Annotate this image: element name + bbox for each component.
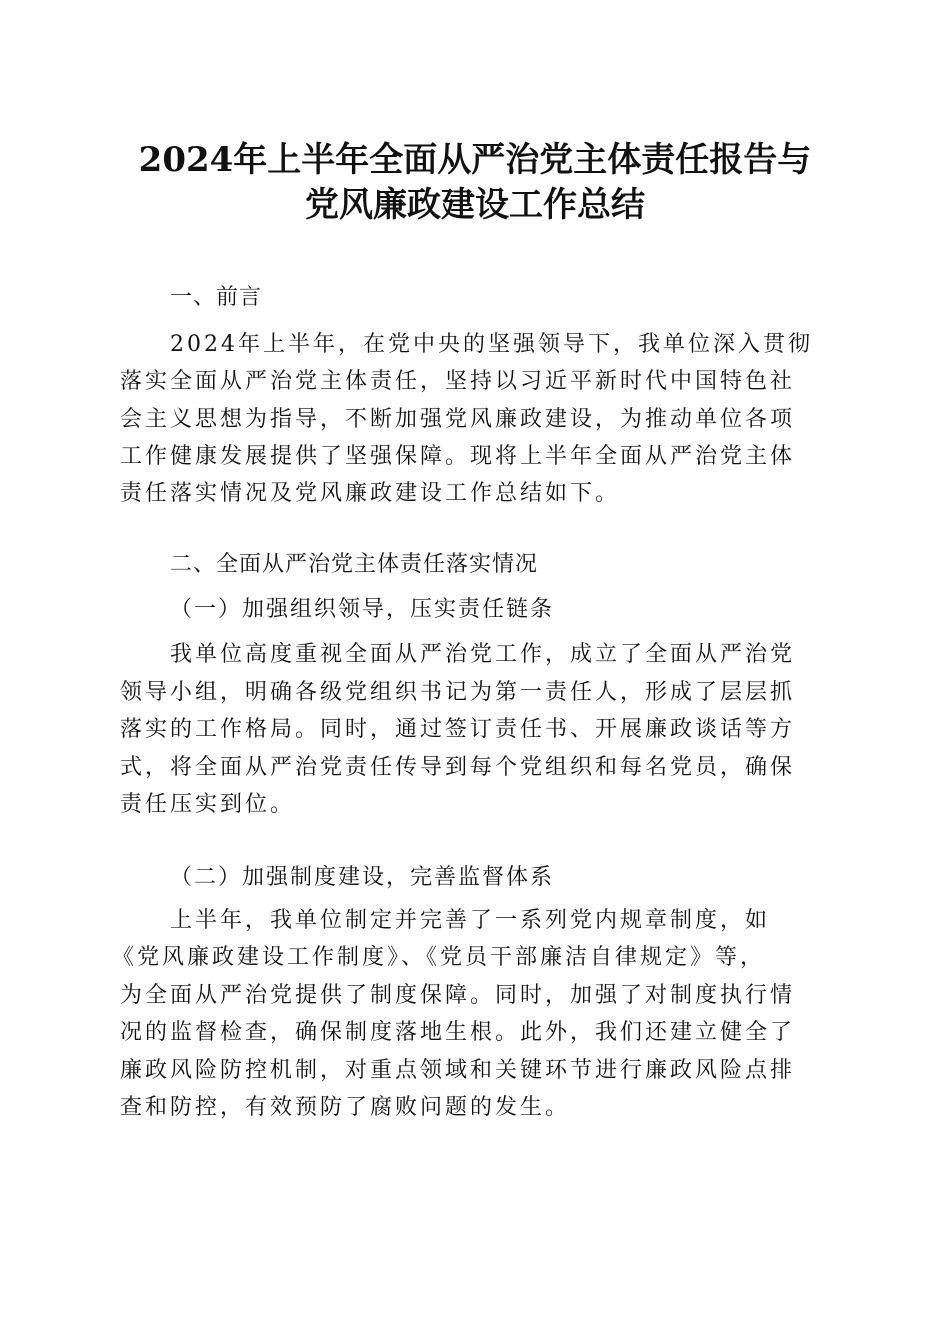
paragraph-line: 工作健康发展提供了坚强保障。现将上半年全面从严治党主体 <box>120 444 796 469</box>
paragraph-line: 廉政风险防控机制，对重点领域和关键环节进行廉政风险点排 <box>120 1058 796 1083</box>
subsection-heading: （一）加强组织领导，压实责任链条 <box>170 597 555 622</box>
paragraph-line: 查和防控，有效预防了腐败问题的发生。 <box>120 1095 571 1120</box>
paragraph-line: 落实全面从严治党主体责任，坚持以习近平新时代中国特色社 <box>120 369 796 394</box>
subsection-heading: （二）加强制度建设，完善监督体系 <box>170 865 555 890</box>
section-heading: 一、前言 <box>170 285 263 310</box>
paragraph-line: 2024年上半年，在党中央的坚强领导下，我单位深入贯彻 <box>170 332 813 357</box>
paragraph-line: 责任压实到位。 <box>120 792 296 817</box>
paragraph-line: 落实的工作格局。同时，通过签订责任书、开展廉政谈话等方 <box>120 717 796 742</box>
document-title-line-1: 2024年上半年全面从严治党主体责任报告与 <box>138 140 812 180</box>
paragraph-line: 领导小组，明确各级党组织书记为第一责任人，形成了层层抓 <box>120 680 796 705</box>
paragraph-line: 式，将全面从严治党责任传导到每个党组织和每名党员，确保 <box>120 755 796 780</box>
paragraph-line: 我单位高度重视全面从严治党工作，成立了全面从严治党 <box>170 642 796 667</box>
paragraph-line: 责任落实情况及党风廉政建设工作总结如下。 <box>120 481 621 506</box>
paragraph-line: 况的监督检查，确保制度落地生根。此外，我们还建立健全了 <box>120 1020 796 1045</box>
document-title-line-2: 党风廉政建设工作总结 <box>305 185 645 225</box>
paragraph-line: 会主义思想为指导，不断加强党风廉政建设，为推动单位各项 <box>120 407 796 432</box>
paragraph-line: 上半年，我单位制定并完善了一系列党内规章制度，如 <box>170 908 771 933</box>
section-heading: 二、全面从严治党主体责任落实情况 <box>170 552 539 577</box>
paragraph-line: 《党风廉政建设工作制度》、《党员干部廉洁自律规定》等， <box>112 945 766 970</box>
paragraph-line: 为全面从严治党提供了制度保障。同时，加强了对制度执行情 <box>120 983 796 1008</box>
